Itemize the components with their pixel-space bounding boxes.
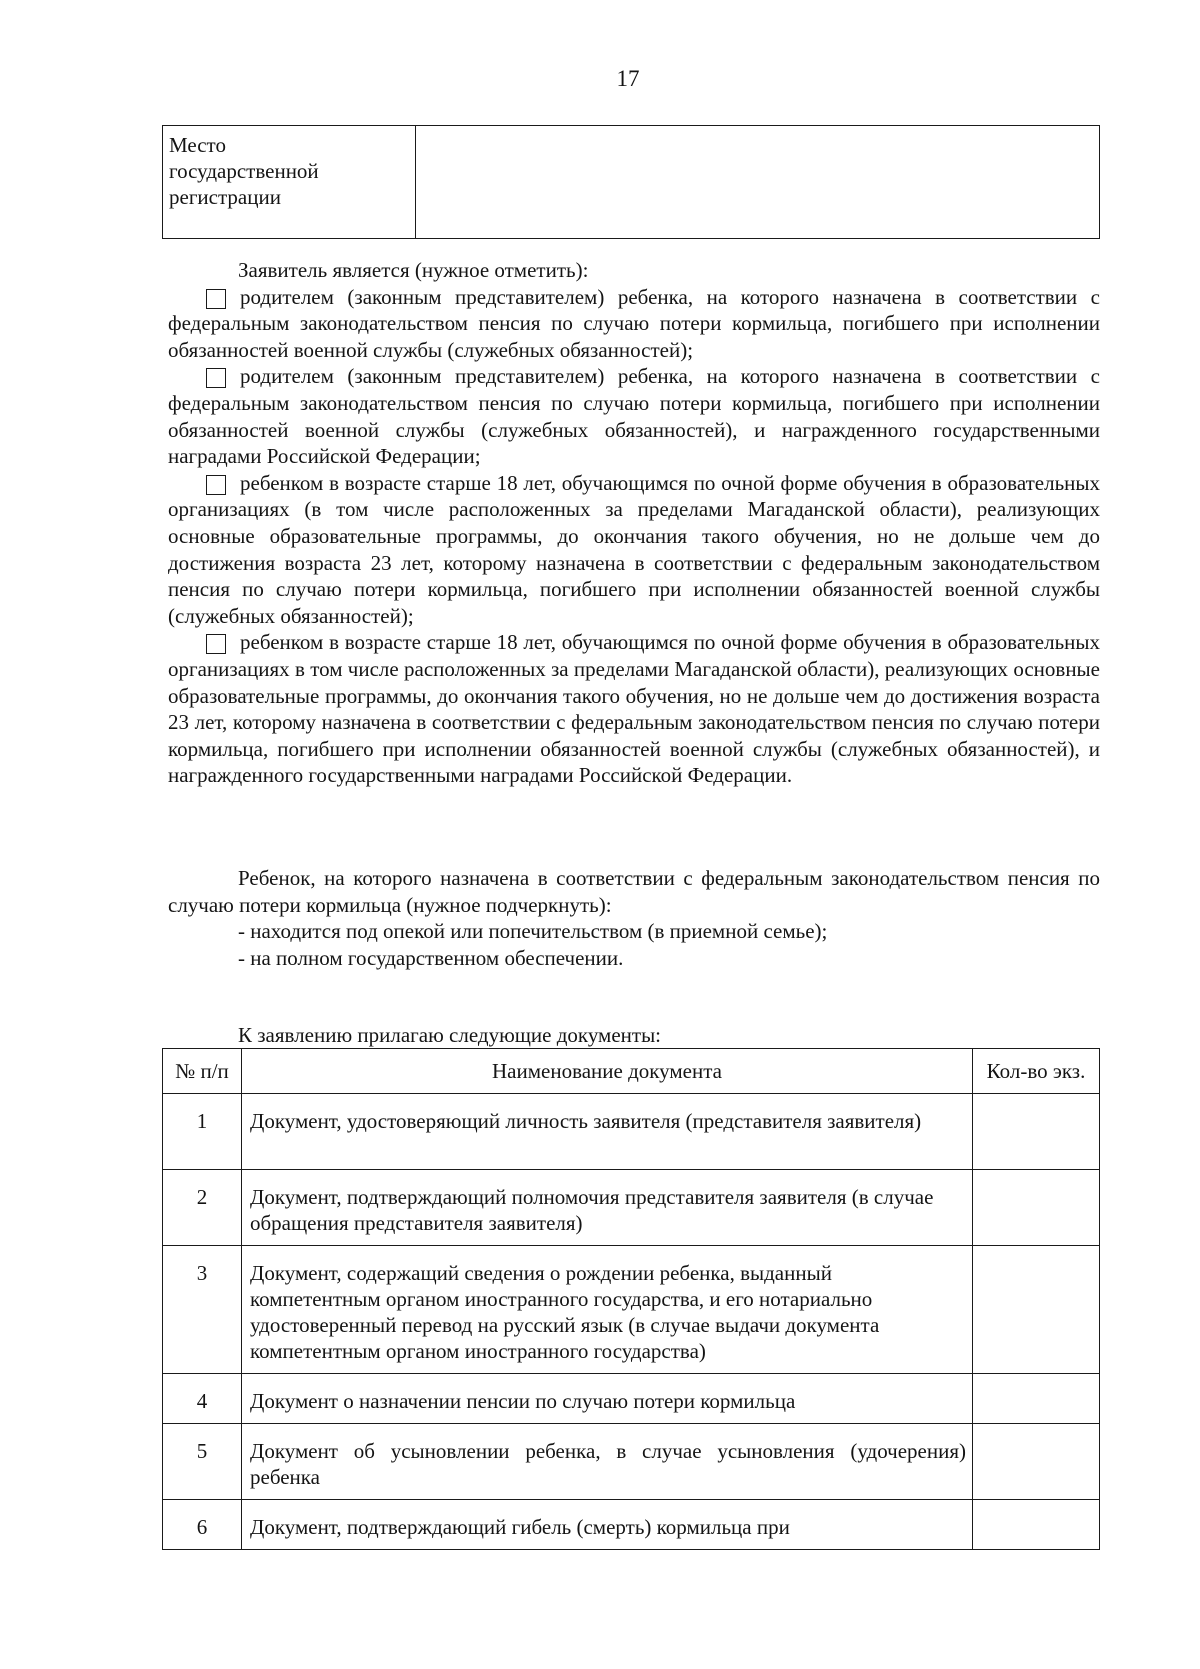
documents-header-row: [163, 1049, 1100, 1094]
applicant-option-3-text: ребенком в возрасте старше 18 лет, обучающимся по очной форме обучения в образовательных организациях (в том числе расположенных за пределами Магаданской области), реализующих основные образовательные программы, до окончания такого обучения, но не дольше чем до достижения возраста 23 лет, которому назначена в соответствии с федеральным законодательством пенсия по случаю потери кормильца, погибшего при исполнении обязанностей военной службы (служебных обязанностей);: [168, 470, 1100, 628]
child-status-item-guardianship: - находится под опекой или попечительством (в приемной семье);: [238, 919, 828, 944]
row-num: 6: [163, 1500, 242, 1550]
applicant-option-1-text: родителем (законным представителем) ребенка, на которого назначена в соответствии с федеральным законодательством пенсия по случаю потери кормильца, погибшего при исполнении обязанностей военной службы (служебных обязанностей);: [168, 284, 1100, 362]
documents-caption: К заявлению прилагаю следующие документы:: [238, 1023, 662, 1047]
row-num: 1: [163, 1094, 242, 1170]
row-qty-field[interactable]: [973, 1374, 1100, 1424]
row-num: 5: [163, 1424, 242, 1500]
registration-label: Место государственной регистрации: [163, 126, 416, 239]
applicant-heading: Заявитель является (нужное отметить):: [238, 258, 589, 282]
documents-header-name: Наименование документа: [242, 1049, 973, 1094]
documents-header-num: № п/п: [163, 1049, 242, 1094]
child-status-text: Ребенок, на которого назначена в соответствии с федеральным законодательством пенсия по случаю потери кормильца (нужное подчеркнуть):: [168, 866, 1100, 917]
table-row: [163, 1500, 1100, 1550]
page-number: 17: [616, 66, 640, 91]
applicant-option-4-checkbox[interactable]: [206, 634, 226, 654]
row-doc-name: Документ, удостоверяющий личность заявителя (представителя заявителя): [242, 1094, 973, 1170]
documents-header-qty: Кол-во экз.: [973, 1049, 1100, 1094]
row-qty-field[interactable]: [973, 1500, 1100, 1550]
applicant-option-2-text: родителем (законным представителем) ребенка, на которого назначена в соответствии с федеральным законодательством пенсия по случаю потери кормильца, погибшего при исполнении обязанностей военной службы (служебных обязанностей), и награжденного государственными наградами Российской Федерации;: [168, 364, 1100, 469]
child-status-section: [168, 865, 1100, 971]
row-doc-name: Документ об усыновлении ребенка, в случае усыновления (удочерения) ребенка: [242, 1424, 973, 1500]
child-status-item-state-support: - на полном государственном обеспечении.: [238, 945, 624, 970]
row-qty-field[interactable]: [973, 1094, 1100, 1170]
row-doc-name: Документ, содержащий сведения о рождении ребенка, выданный компетентным органом иностранного государства, и его нотариально удостоверенный перевод на русский язык (в случае выдачи документа компетентным органом иностранного государства): [242, 1246, 973, 1374]
table-row: [163, 1094, 1100, 1170]
table-row: [163, 1170, 1100, 1246]
applicant-option-2-checkbox[interactable]: [206, 368, 226, 388]
table-row: [163, 1374, 1100, 1424]
row-doc-name: Документ о назначении пенсии по случаю потери кормильца: [242, 1374, 973, 1424]
row-num: 2: [163, 1170, 242, 1246]
registration-value-field[interactable]: [416, 126, 1100, 239]
row-doc-name: Документ, подтверждающий гибель (смерть) кормильца при: [242, 1500, 973, 1550]
applicant-option-2: [168, 363, 1100, 469]
applicant-option-3-checkbox[interactable]: [206, 475, 226, 495]
registration-table: [162, 125, 1100, 239]
documents-table: [162, 1048, 1100, 1550]
row-doc-name: Документ, подтверждающий полномочия представителя заявителя (в случае обращения представителя заявителя): [242, 1170, 973, 1246]
row-num: 3: [163, 1246, 242, 1374]
applicant-option-4-text: ребенком в возрасте старше 18 лет, обучающимся по очной форме обучения в образовательных организациях в том числе расположенных за пределами Магаданской области), реализующих основные образовательные программы, до окончания такого обучения, но не дольше чем до достижения возраста 23 лет, которому назначена в соответствии с федеральным законодательством пенсия по случаю потери кормильца, погибшего при исполнении обязанностей военной службы (служебных обязанностей), и награжденного государственными наградами Российской Федерации.: [168, 630, 1100, 788]
row-qty-field[interactable]: [973, 1170, 1100, 1246]
row-num: 4: [163, 1374, 242, 1424]
row-qty-field[interactable]: [973, 1424, 1100, 1500]
applicant-option-4: [168, 629, 1100, 789]
table-row: [163, 1246, 1100, 1374]
applicant-section: [168, 257, 1100, 789]
applicant-option-3: [168, 470, 1100, 630]
applicant-option-1-checkbox[interactable]: [206, 289, 226, 309]
row-qty-field[interactable]: [973, 1246, 1100, 1374]
table-row: [163, 1424, 1100, 1500]
applicant-option-1: [168, 284, 1100, 364]
